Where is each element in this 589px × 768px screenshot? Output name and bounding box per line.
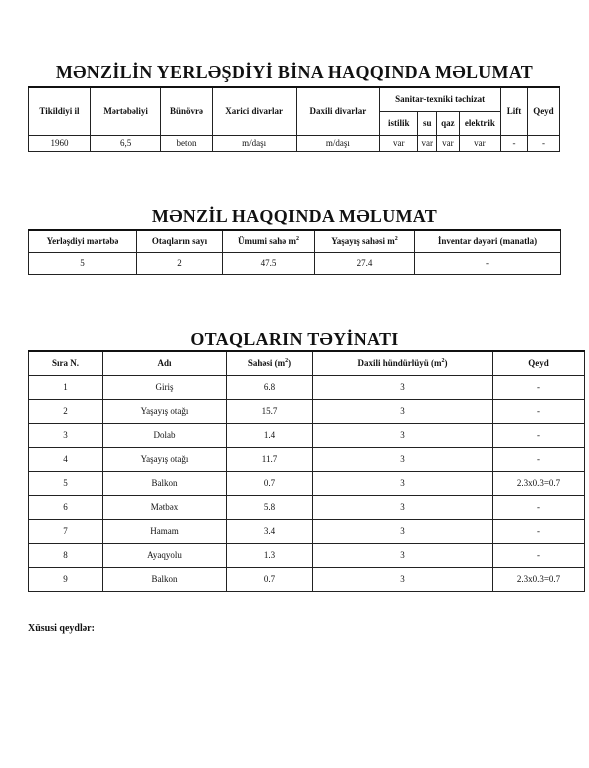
cell-water: var (418, 135, 437, 151)
header-note: Qeyd (527, 87, 559, 135)
header-total-area: Ümumi sahə $m^2$ (223, 230, 315, 252)
cell-height: 3 (313, 375, 493, 399)
cell-note: - (527, 135, 559, 151)
cell-name: Dolab (103, 423, 227, 447)
header-note: Qeyd (493, 351, 585, 375)
cell-area: 0.7 (227, 471, 313, 495)
cell-note: - (493, 495, 585, 519)
cell-no: 2 (29, 399, 103, 423)
cell-gas: var (437, 135, 460, 151)
cell-no: 1 (29, 375, 103, 399)
cell-note: - (493, 447, 585, 471)
header-sanitary: Sanitar-texniki təchizat (380, 87, 501, 111)
rooms-table (28, 350, 585, 592)
cell-height: 3 (313, 543, 493, 567)
cell-note: 2.3x0.3=0.7 (493, 567, 585, 591)
cell-floor: 5 (29, 252, 137, 274)
header-living-area: Yaşayış sahəsi $m^2$ (315, 230, 415, 252)
table-row (29, 375, 585, 399)
table-row (29, 447, 585, 471)
cell-name: Yaşayış otağı (103, 447, 227, 471)
cell-height: 3 (313, 567, 493, 591)
apartment-info-title: MƏNZİL HAQQINDA MƏLUMAT (151, 206, 438, 226)
header-floor: Yerləşdiyi mərtəbə (29, 230, 137, 252)
cell-year: 1960 (29, 135, 91, 151)
table-row (29, 399, 585, 423)
cell-area: 6.8 (227, 375, 313, 399)
cell-inner-walls: m/daşı (296, 135, 380, 151)
cell-height: 3 (313, 471, 493, 495)
cell-no: 9 (29, 567, 103, 591)
table-row (29, 543, 585, 567)
cell-area: 15.7 (227, 399, 313, 423)
cell-area: 3.4 (227, 519, 313, 543)
cell-no: 4 (29, 447, 103, 471)
cell-rooms: 2 (137, 252, 223, 274)
header-area: Sahəsi $(m^2)$ (227, 351, 313, 375)
cell-foundation: beton (161, 135, 213, 151)
header-height: Daxili hündürlüyü $(m^2)$ (313, 351, 493, 375)
cell-no: 7 (29, 519, 103, 543)
cell-note: - (493, 543, 585, 567)
building-info-title: MƏNZİLİN YERLƏŞDİYİ BİNA HAQQINDA MƏLUMAT (55, 62, 534, 82)
rooms-purpose-title: OTAQLARIN TƏYİNATI (190, 329, 399, 349)
cell-height: 3 (313, 423, 493, 447)
cell-no: 5 (29, 471, 103, 495)
header-lift: Lift (501, 87, 528, 135)
header-gas: qaz (437, 111, 460, 135)
cell-outer-walls: m/daşı (212, 135, 296, 151)
header-inventory-value: İnventar dəyəri (manatla) (415, 230, 561, 252)
cell-name: Mətbəx (103, 495, 227, 519)
header-year: Tikildiyi il (29, 87, 91, 135)
table-row (29, 567, 585, 591)
cell-area: 0.7 (227, 567, 313, 591)
cell-name: Balkon (103, 471, 227, 495)
header-outer-walls: Xarici divarlar (212, 87, 296, 135)
cell-no: 3 (29, 423, 103, 447)
header-name: Adı (103, 351, 227, 375)
cell-name: Giriş (103, 375, 227, 399)
special-notes-label: Xüsusi qeydlər: (28, 623, 95, 634)
cell-area: 1.4 (227, 423, 313, 447)
cell-name: Hamam (103, 519, 227, 543)
cell-lift: - (501, 135, 528, 151)
cell-heating: var (380, 135, 418, 151)
table-row (29, 423, 585, 447)
cell-area: 5.8 (227, 495, 313, 519)
cell-no: 8 (29, 543, 103, 567)
cell-note: 2.3x0.3=0.7 (493, 471, 585, 495)
table-row (29, 495, 585, 519)
header-water: su (418, 111, 437, 135)
cell-note: - (493, 375, 585, 399)
building-info-table (28, 86, 560, 152)
cell-name: Balkon (103, 567, 227, 591)
table-row (29, 252, 561, 274)
cell-height: 3 (313, 399, 493, 423)
cell-living-area: 27.4 (315, 252, 415, 274)
header-electric: elektrik (459, 111, 500, 135)
cell-height: 3 (313, 447, 493, 471)
cell-name: Yaşayış otağı (103, 399, 227, 423)
cell-height: 3 (313, 519, 493, 543)
cell-note: - (493, 399, 585, 423)
table-row (29, 135, 560, 151)
header-rooms: Otaqların sayı (137, 230, 223, 252)
header-no: Sıra N. (29, 351, 103, 375)
cell-total-area: 47.5 (223, 252, 315, 274)
cell-note: - (493, 423, 585, 447)
cell-inventory-value: - (415, 252, 561, 274)
cell-floors: 6,5 (90, 135, 160, 151)
cell-no: 6 (29, 495, 103, 519)
table-row (29, 471, 585, 495)
cell-electric: var (459, 135, 500, 151)
cell-area: 11.7 (227, 447, 313, 471)
header-floors: Mərtəbəliyi (90, 87, 160, 135)
apartment-info-table (28, 229, 561, 275)
header-heating: istilik (380, 111, 418, 135)
cell-area: 1.3 (227, 543, 313, 567)
cell-name: Ayaqyolu (103, 543, 227, 567)
table-row (29, 519, 585, 543)
header-inner-walls: Daxili divarlar (296, 87, 380, 135)
cell-note: - (493, 519, 585, 543)
header-foundation: Bünövrə (161, 87, 213, 135)
cell-height: 3 (313, 495, 493, 519)
